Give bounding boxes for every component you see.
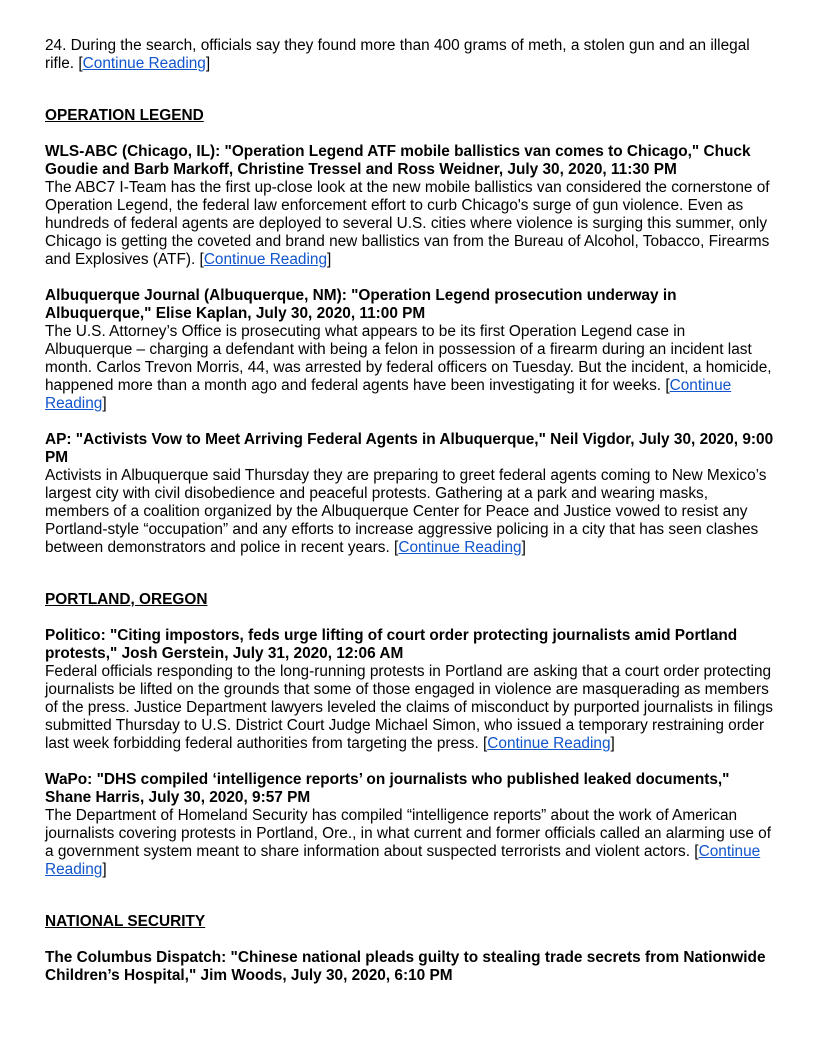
article-body-text: The Department of Homeland Security has compiled “intelligence reports” about the work of American journalists covering protests in Portland, Ore., in what current and former officials called an alarming use of a government system meant to share information about suspected terrorists and violent actors. bbox=[45, 807, 771, 860]
article-headline: The Columbus Dispatch: "Chinese national pleads guilty to stealing trade secrets from Nationwide Children’s Hospital," Jim Woods, July 30, 2020, 6:10 PM bbox=[45, 949, 766, 984]
article-headline: WaPo: "DHS compiled ‘intelligence reports’ on journalists who published leaked documents," Shane Harris, July 30, 2020, 9:57 PM bbox=[45, 771, 730, 806]
intro-paragraph: 24. During the search, officials say they found more than 400 grams of meth, a stolen gun and an illegal rifle. [Continue Reading] bbox=[45, 37, 750, 72]
article-body-text: Activists in Albuquerque said Thursday they are preparing to greet federal agents coming to New Mexico’s largest city with civil disobedience and peaceful protests. Gathering at a park and wearing masks, members of a coalition organized by the Albuquerque Center for Peace and Justice vowed to resist any Portland-style “occupation” and any efforts to increase aggressive policing in a city that has seen clashes between demonstrators and police in recent years. bbox=[45, 467, 767, 556]
continue-reading-link[interactable]: Continue Reading bbox=[487, 735, 611, 752]
article-body-text: The U.S. Attorney’s Office is prosecuting what appears to be its first Operation Legend case in Albuquerque – charging a defendant with being a felon in possession of a firearm during an incident last month. Carlos Trevon Morris, 44, was arrested by federal officers on Tuesday. But the incident, a homicide, happened more than a month ago and federal agents have been investigating it for weeks. bbox=[45, 323, 772, 394]
intro-continue-reading-link[interactable]: Continue Reading bbox=[82, 55, 206, 72]
article-wapo bbox=[45, 771, 775, 879]
article-columbus-dispatch bbox=[45, 949, 775, 985]
article-headline: Albuquerque Journal (Albuquerque, NM): "Operation Legend prosecution underway in Albuquerque," Elise Kaplan, July 30, 2020, 11:00 PM bbox=[45, 287, 677, 322]
article-body: The ABC7 I-Team has the first up-close look at the new mobile ballistics van considered the cornerstone of Operation Legend, the federal law enforcement effort to curb Chicago's surge of gun violence. Even as hundreds of federal agents are deployed to several U.S. cities where violence is surging this summer, only Chicago is getting the coveted and brand new ballistics van from the Bureau of Alcohol, Tobacco, Firearms and Explosives (ATF). [Continue Reading] bbox=[45, 179, 770, 268]
continue-reading-link[interactable]: Continue Reading bbox=[203, 251, 328, 268]
continue-reading-link[interactable]: Continue Reading bbox=[398, 539, 522, 556]
article-wls-abc bbox=[45, 143, 775, 269]
article-body-text: Federal officials responding to the long-running protests in Portland are asking that a court order protecting journalists be lifted on the grounds that some of those engaged in violence are masquerading as members of the press. Justice Department lawyers leveled the claims of misconduct by purported journalists in filings submitted Thursday to U.S. District Court Judge Michael Simon, who issued a temporary restraining order last week forbidding federal authorities from targeting the press. bbox=[45, 663, 773, 752]
continue-reading-link[interactable]: Continue Reading bbox=[45, 843, 761, 878]
article-body: The Department of Homeland Security has compiled “intelligence reports” about the work of American journalists covering protests in Portland, Ore., in what current and former officials called an alarming use of a government system meant to share information about suspected terrorists and violent actors. [Continue Reading] bbox=[45, 807, 771, 878]
article-ap bbox=[45, 431, 775, 557]
article-headline: WLS-ABC (Chicago, IL): "Operation Legend ATF mobile ballistics van comes to Chicago," Chuck Goudie and Barb Markoff, Christine Tressel and Ross Weidner, July 30, 2020, 11:30 PM bbox=[45, 143, 751, 178]
article-body: Activists in Albuquerque said Thursday they are preparing to greet federal agents coming to New Mexico’s largest city with civil disobedience and peaceful protests. Gathering at a park and wearing masks, members of a coalition organized by the Albuquerque Center for Peace and Justice vowed to resist any Portland-style “occupation” and any efforts to increase aggressive policing in a city that has seen clashes between demonstrators and police in recent years. [Continue Reading] bbox=[45, 467, 767, 556]
section-heading-national-security: NATIONAL SECURITY bbox=[45, 913, 206, 930]
continue-reading-link[interactable]: Continue Reading bbox=[45, 377, 732, 412]
document-content bbox=[45, 37, 775, 1003]
article-body: Federal officials responding to the long-running protests in Portland are asking that a court order protecting journalists be lifted on the grounds that some of those engaged in violence are masquerading as members of the press. Justice Department lawyers leveled the claims of misconduct by purported journalists in filings submitted Thursday to U.S. District Court Judge Michael Simon, who issued a temporary restraining order last week forbidding federal authorities from targeting the press. [Continue Reading] bbox=[45, 663, 773, 752]
article-albuquerque-journal bbox=[45, 287, 775, 413]
section-heading-portland-oregon: PORTLAND, OREGON bbox=[45, 591, 208, 608]
article-body-text: The ABC7 I-Team has the first up-close look at the new mobile ballistics van considered the cornerstone of Operation Legend, the federal law enforcement effort to curb Chicago's surge of gun violence. Even as hundreds of federal agents are deployed to several U.S. cities where violence is surging this summer, only Chicago is getting the coveted and brand new ballistics van from the Bureau of Alcohol, Tobacco, Firearms and Explosives (ATF). bbox=[45, 179, 770, 268]
intro-text: 24. During the search, officials say they found more than 400 grams of meth, a stolen gun and an illegal rifle. bbox=[45, 37, 750, 72]
article-headline: AP: "Activists Vow to Meet Arriving Federal Agents in Albuquerque," Neil Vigdor, July 30, 2020, 9:00 PM bbox=[45, 431, 774, 466]
section-heading-operation-legend: OPERATION LEGEND bbox=[45, 107, 204, 124]
article-headline: Politico: "Citing impostors, feds urge lifting of court order protecting journalists amid Portland protests," Josh Gerstein, July 31, 2020, 12:06 AM bbox=[45, 627, 738, 662]
article-body: The U.S. Attorney’s Office is prosecuting what appears to be its first Operation Legend case in Albuquerque – charging a defendant with being a felon in possession of a firearm during an incident last month. Carlos Trevon Morris, 44, was arrested by federal officers on Tuesday. But the incident, a homicide, happened more than a month ago and federal agents have been investigating it for weeks. [Continue Reading] bbox=[45, 323, 772, 412]
article-politico bbox=[45, 627, 775, 753]
